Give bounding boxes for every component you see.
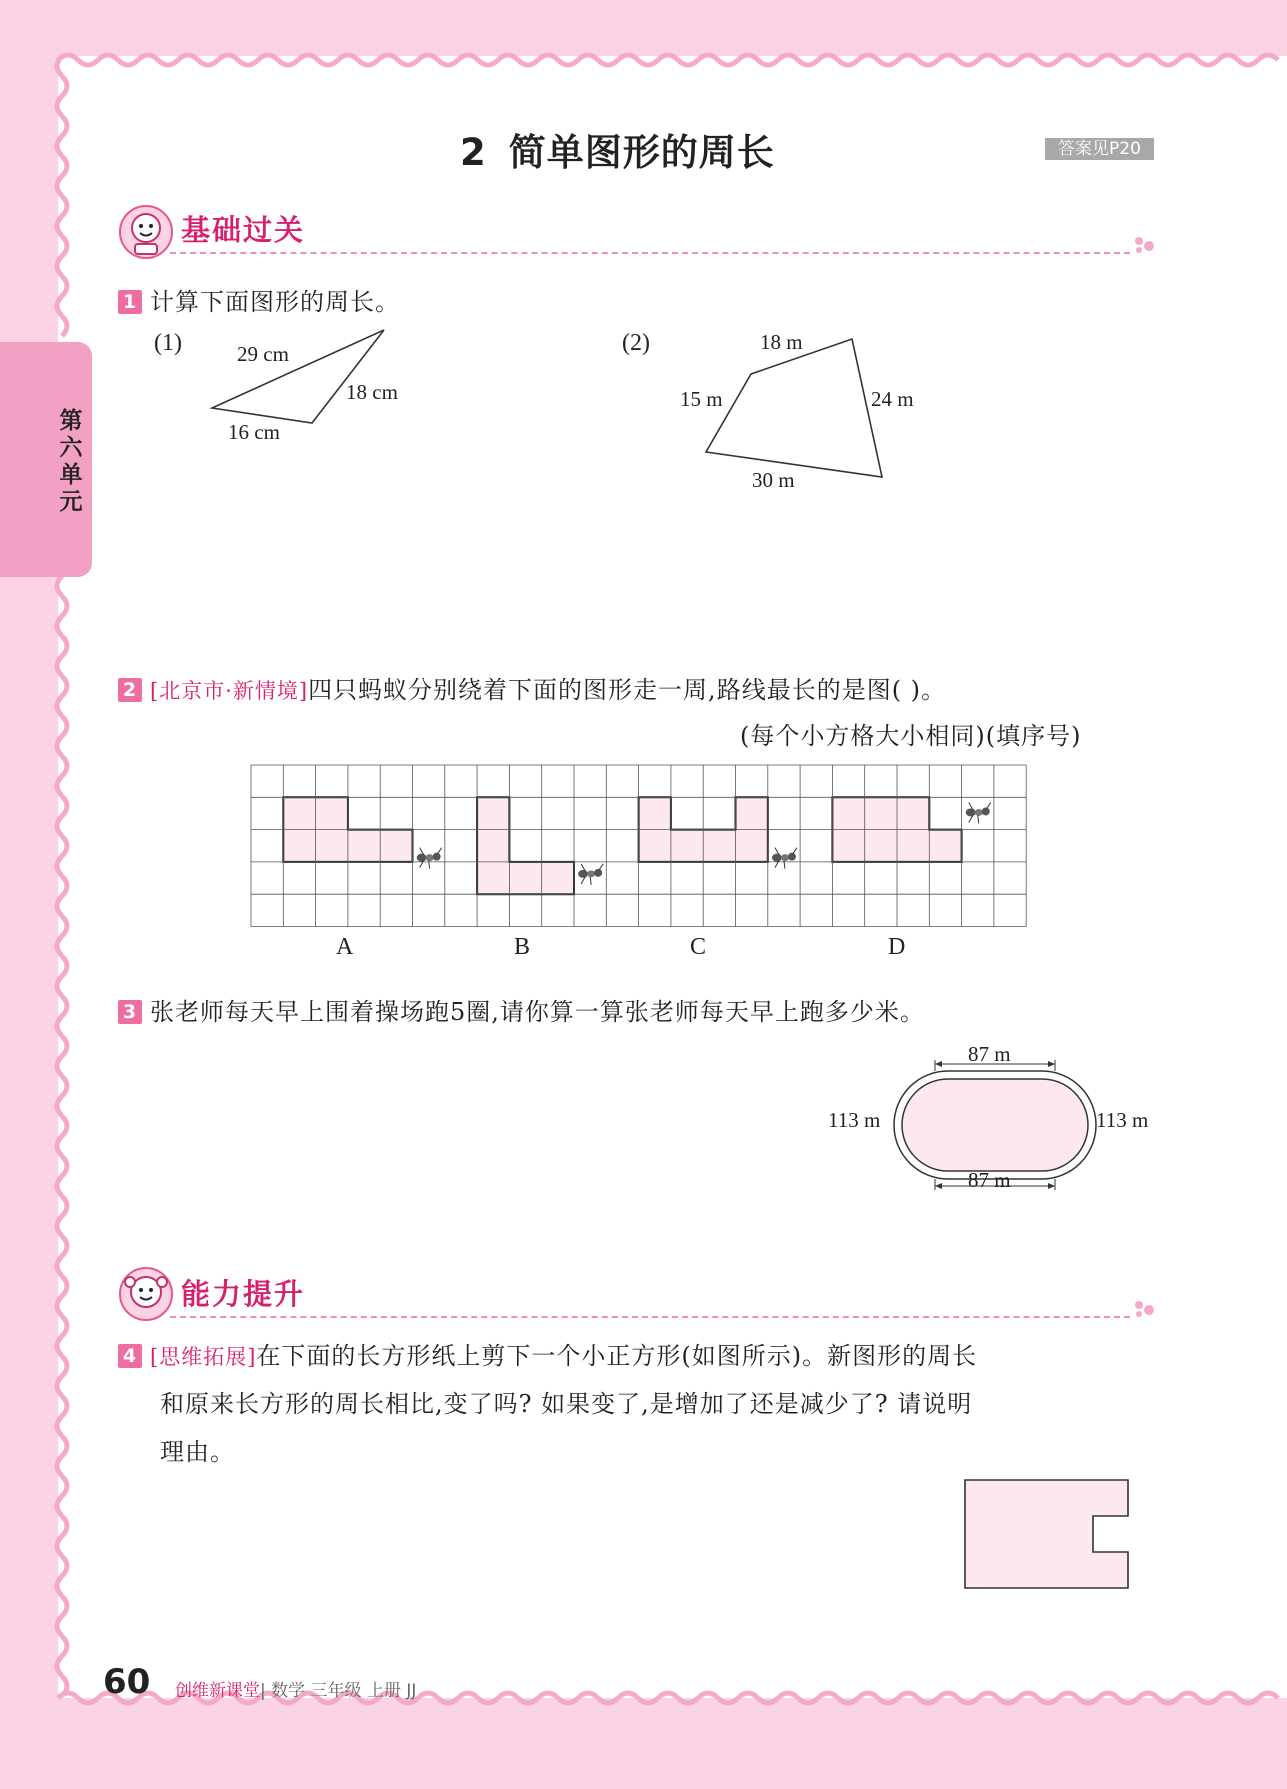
question-number: 3 xyxy=(118,1000,142,1024)
grid-figure xyxy=(250,764,1027,928)
question-4-line-1: 在下面的长方形纸上剪下一个小正方形(如图所示)。新图形的周长 xyxy=(256,1342,978,1370)
brand-name: 创维新课堂 xyxy=(175,1681,260,1701)
mascot-icon xyxy=(118,1266,174,1322)
book-details: | 数学 三年级 上册 JJ xyxy=(260,1681,417,1701)
unit-tab-label: 第六单元 xyxy=(59,408,83,515)
question-number: 2 xyxy=(118,678,142,702)
triangle-side-label: 18 cm xyxy=(346,380,398,404)
option-label-b: B xyxy=(514,934,531,960)
part-1-label: (1) xyxy=(154,330,182,356)
question-tag: [北京市·新情境] xyxy=(150,679,309,703)
question-4-line-3: 理由。 xyxy=(160,1438,235,1466)
quad-side-label: 30 m xyxy=(752,468,795,492)
question-2-note: (每个小方格大小相同)(填序号) xyxy=(740,722,1082,750)
track-bottom-label: 87 m xyxy=(968,1168,1011,1192)
mascot-icon xyxy=(118,204,174,260)
section-divider xyxy=(170,252,1130,254)
quad-side-label: 18 m xyxy=(760,330,803,354)
question-3-text: 张老师每天早上围着操场跑5圈,请你算一算张老师每天早上跑多少米。 xyxy=(150,998,925,1026)
question-3 xyxy=(118,992,925,1027)
quad-side-label: 24 m xyxy=(871,387,914,411)
ant-icon xyxy=(417,848,442,869)
dots-decoration-icon xyxy=(1134,1300,1160,1318)
question-2 xyxy=(118,670,946,705)
question-tag: [思维拓展] xyxy=(150,1345,257,1369)
triangle-figure xyxy=(200,320,400,430)
question-number: 4 xyxy=(118,1344,142,1368)
track-top-label: 87 m xyxy=(968,1042,1011,1066)
track-right-label: 113 m xyxy=(1096,1108,1149,1132)
quad-side-label: 15 m xyxy=(680,387,723,411)
ant-icon xyxy=(772,848,797,869)
question-1 xyxy=(118,282,400,317)
question-1-text: 计算下面图形的周长。 xyxy=(150,288,400,316)
track-left-label: 113 m xyxy=(828,1108,881,1132)
section-basic-heading: 基础过关 xyxy=(181,213,306,247)
footer-book-info xyxy=(175,1676,416,1701)
lesson-number: 2 xyxy=(460,131,487,174)
part-2-label: (2) xyxy=(622,330,650,356)
triangle-side-label: 29 cm xyxy=(237,342,289,366)
triangle-side-label: 16 cm xyxy=(228,420,280,444)
option-label-a: A xyxy=(336,934,354,960)
section-divider xyxy=(170,1316,1130,1318)
lesson-title: 简单图形的周长 xyxy=(508,131,775,174)
ant-icon xyxy=(578,864,603,885)
section-advanced-heading: 能力提升 xyxy=(181,1277,306,1311)
question-number: 1 xyxy=(118,290,142,314)
question-2-text: 四只蚂蚁分别绕着下面的图形走一周,路线最长的是图( )。 xyxy=(308,676,947,704)
page-number: 60 xyxy=(103,1662,151,1702)
option-label-c: C xyxy=(690,934,707,960)
dots-decoration-icon xyxy=(1134,236,1160,254)
answer-reference-badge: 答案见P20 xyxy=(1045,138,1154,160)
grid-shape-b xyxy=(477,797,574,894)
option-label-d: D xyxy=(888,934,906,960)
page-title xyxy=(460,122,775,176)
ant-icon xyxy=(966,802,991,823)
question-4-line-2: 和原来长方形的周长相比,变了吗? 如果变了,是增加了还是减少了? 请说明 xyxy=(160,1390,973,1418)
question-4 xyxy=(118,1336,977,1371)
cut-rectangle-figure xyxy=(963,1478,1133,1590)
